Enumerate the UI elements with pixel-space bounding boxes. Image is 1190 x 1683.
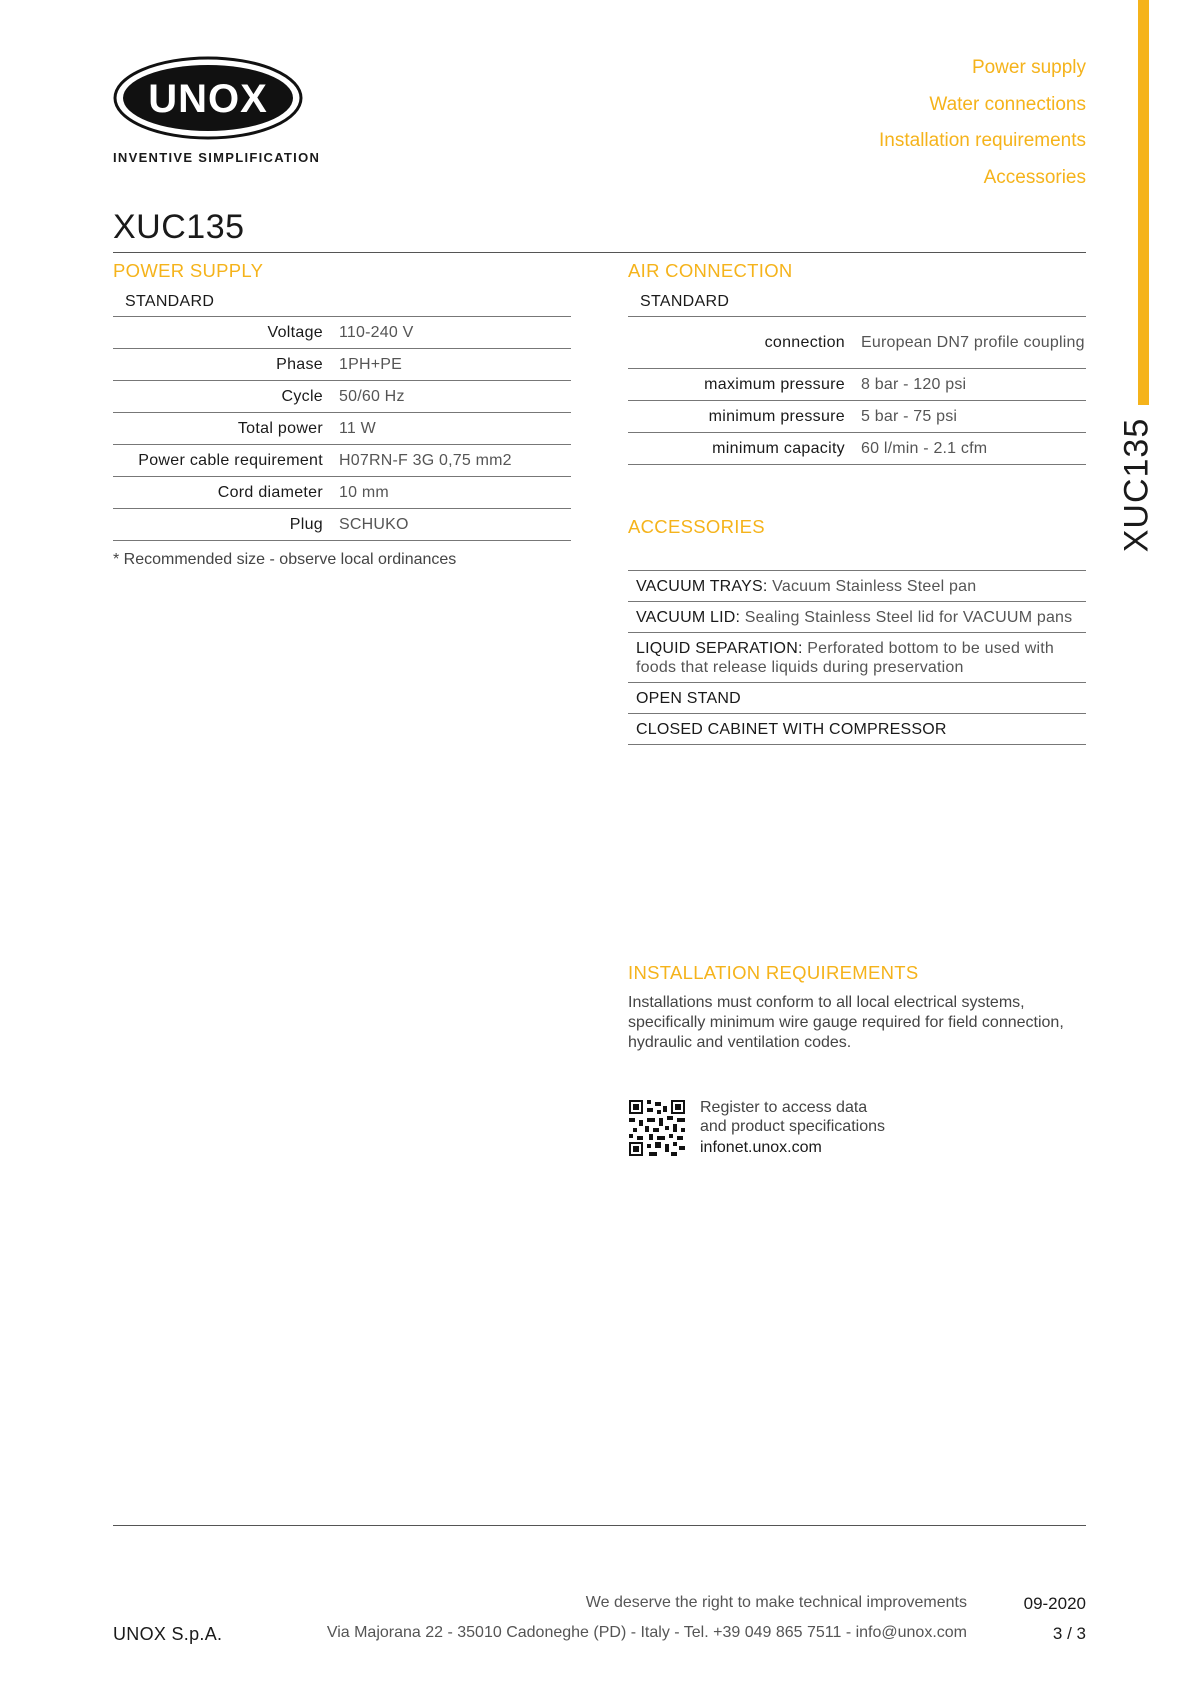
nav-link-water-connections[interactable]: Water connections (929, 93, 1086, 115)
list-item (628, 602, 1086, 633)
nav-link-accessories[interactable]: Accessories (983, 166, 1086, 188)
spec-value: 8 bar - 120 psi (861, 369, 1086, 401)
installation-heading: INSTALLATION REQUIREMENTS (628, 962, 919, 983)
accessory-name: LIQUID SEPARATION: (636, 640, 803, 657)
list-item (628, 683, 1086, 714)
spec-value: 10 mm (339, 477, 571, 509)
spec-label: minimum capacity (628, 433, 861, 465)
air-connection-subheading: STANDARD (640, 293, 730, 310)
table-row (113, 413, 571, 445)
list-item (628, 714, 1086, 745)
qr-code-icon[interactable] (629, 1100, 685, 1156)
accessories-heading: ACCESSORIES (628, 516, 765, 537)
table-row (113, 317, 571, 349)
spec-label: Total power (113, 413, 339, 445)
table-row (113, 349, 571, 381)
register-line-1: Register to access data (700, 1099, 868, 1116)
spec-value: SCHUKO (339, 509, 571, 541)
nav-link-power-supply[interactable]: Power supply (971, 57, 1086, 78)
page-title: XUC135 (113, 208, 245, 246)
accessory-name: VACUUM LID: (636, 609, 741, 626)
spec-label: Cycle (113, 381, 339, 413)
title-divider (113, 252, 1086, 253)
spec-label: maximum pressure (628, 369, 861, 401)
spec-value: 5 bar - 75 psi (861, 401, 1086, 433)
power-supply-heading: POWER SUPPLY (113, 260, 264, 281)
spec-value: 110-240 V (339, 317, 571, 349)
spec-value: 60 l/min - 2.1 cfm (861, 433, 1086, 465)
spec-label: Phase (113, 349, 339, 381)
footnote: * Recommended size - observe local ordinances (113, 551, 457, 568)
spec-value: 1PH+PE (339, 349, 571, 381)
spec-label: Power cable requirement (113, 445, 339, 477)
accessories-list (628, 570, 1086, 745)
spec-value: European DN7 profile coupling (861, 317, 1086, 369)
side-model-code: XUC135 (1117, 417, 1156, 553)
register-line-2: and product specifications (700, 1118, 885, 1135)
spec-label: Plug (113, 509, 339, 541)
footer-notice: We deserve the right to make technical improvements (585, 1594, 967, 1611)
table-row (113, 381, 571, 413)
table-row (628, 401, 1086, 433)
nav-link-installation-requirements[interactable]: Installation requirements (879, 130, 1086, 151)
register-block (700, 1098, 885, 1157)
footer-date: 09-2020 (1023, 1594, 1086, 1613)
accessory-name: VACUUM TRAYS: (636, 578, 768, 595)
accessory-name: CLOSED CABINET WITH COMPRESSOR (636, 721, 947, 738)
table-row (628, 433, 1086, 465)
infonet-link[interactable]: infonet.unox.com (700, 1139, 822, 1156)
section-nav (879, 56, 1086, 202)
table-row (113, 445, 571, 477)
brand-tagline: INVENTIVE SIMPLIFICATION (113, 150, 321, 165)
accessory-desc: Perforated bottom to be used with foods that release liquids during preservation (636, 640, 1054, 676)
air-connection-heading: AIR CONNECTION (628, 260, 793, 281)
spec-value: H07RN-F 3G 0,75 mm2 (339, 445, 571, 477)
spec-label: Cord diameter (113, 477, 339, 509)
unox-logo: UNOX (113, 56, 303, 140)
footer-company: UNOX S.p.A. (113, 1624, 223, 1644)
table-row (113, 477, 571, 509)
spec-label: connection (628, 317, 861, 369)
power-supply-subheading: STANDARD (125, 293, 215, 310)
accessory-desc: Vacuum Stainless Steel pan (772, 578, 977, 595)
table-row (628, 369, 1086, 401)
table-row (113, 509, 571, 541)
power-supply-table (113, 316, 571, 541)
spec-label: minimum pressure (628, 401, 861, 433)
list-item (628, 633, 1086, 683)
accent-side-bar (1138, 0, 1149, 405)
list-item (628, 571, 1086, 602)
installation-text: Installations must conform to all local electrical systems, specifically minimum wire gauge required for field connection, hydraulic and ventilation codes. (628, 994, 1064, 1051)
table-row (628, 317, 1086, 369)
accessory-name: OPEN STAND (636, 690, 741, 707)
footer-address: Via Majorana 22 - 35010 Cadoneghe (PD) - Italy - Tel. +39 049 865 7511 - info@unox.com (326, 1624, 967, 1641)
page-number: 3 / 3 (1052, 1624, 1086, 1643)
accessory-desc: Sealing Stainless Steel lid for VACUUM pans (744, 609, 1073, 626)
spec-value: 50/60 Hz (339, 381, 571, 413)
footer-divider (113, 1525, 1086, 1526)
spec-label: Voltage (113, 317, 339, 349)
air-connection-table (628, 316, 1086, 465)
spec-value: 11 W (339, 413, 571, 445)
